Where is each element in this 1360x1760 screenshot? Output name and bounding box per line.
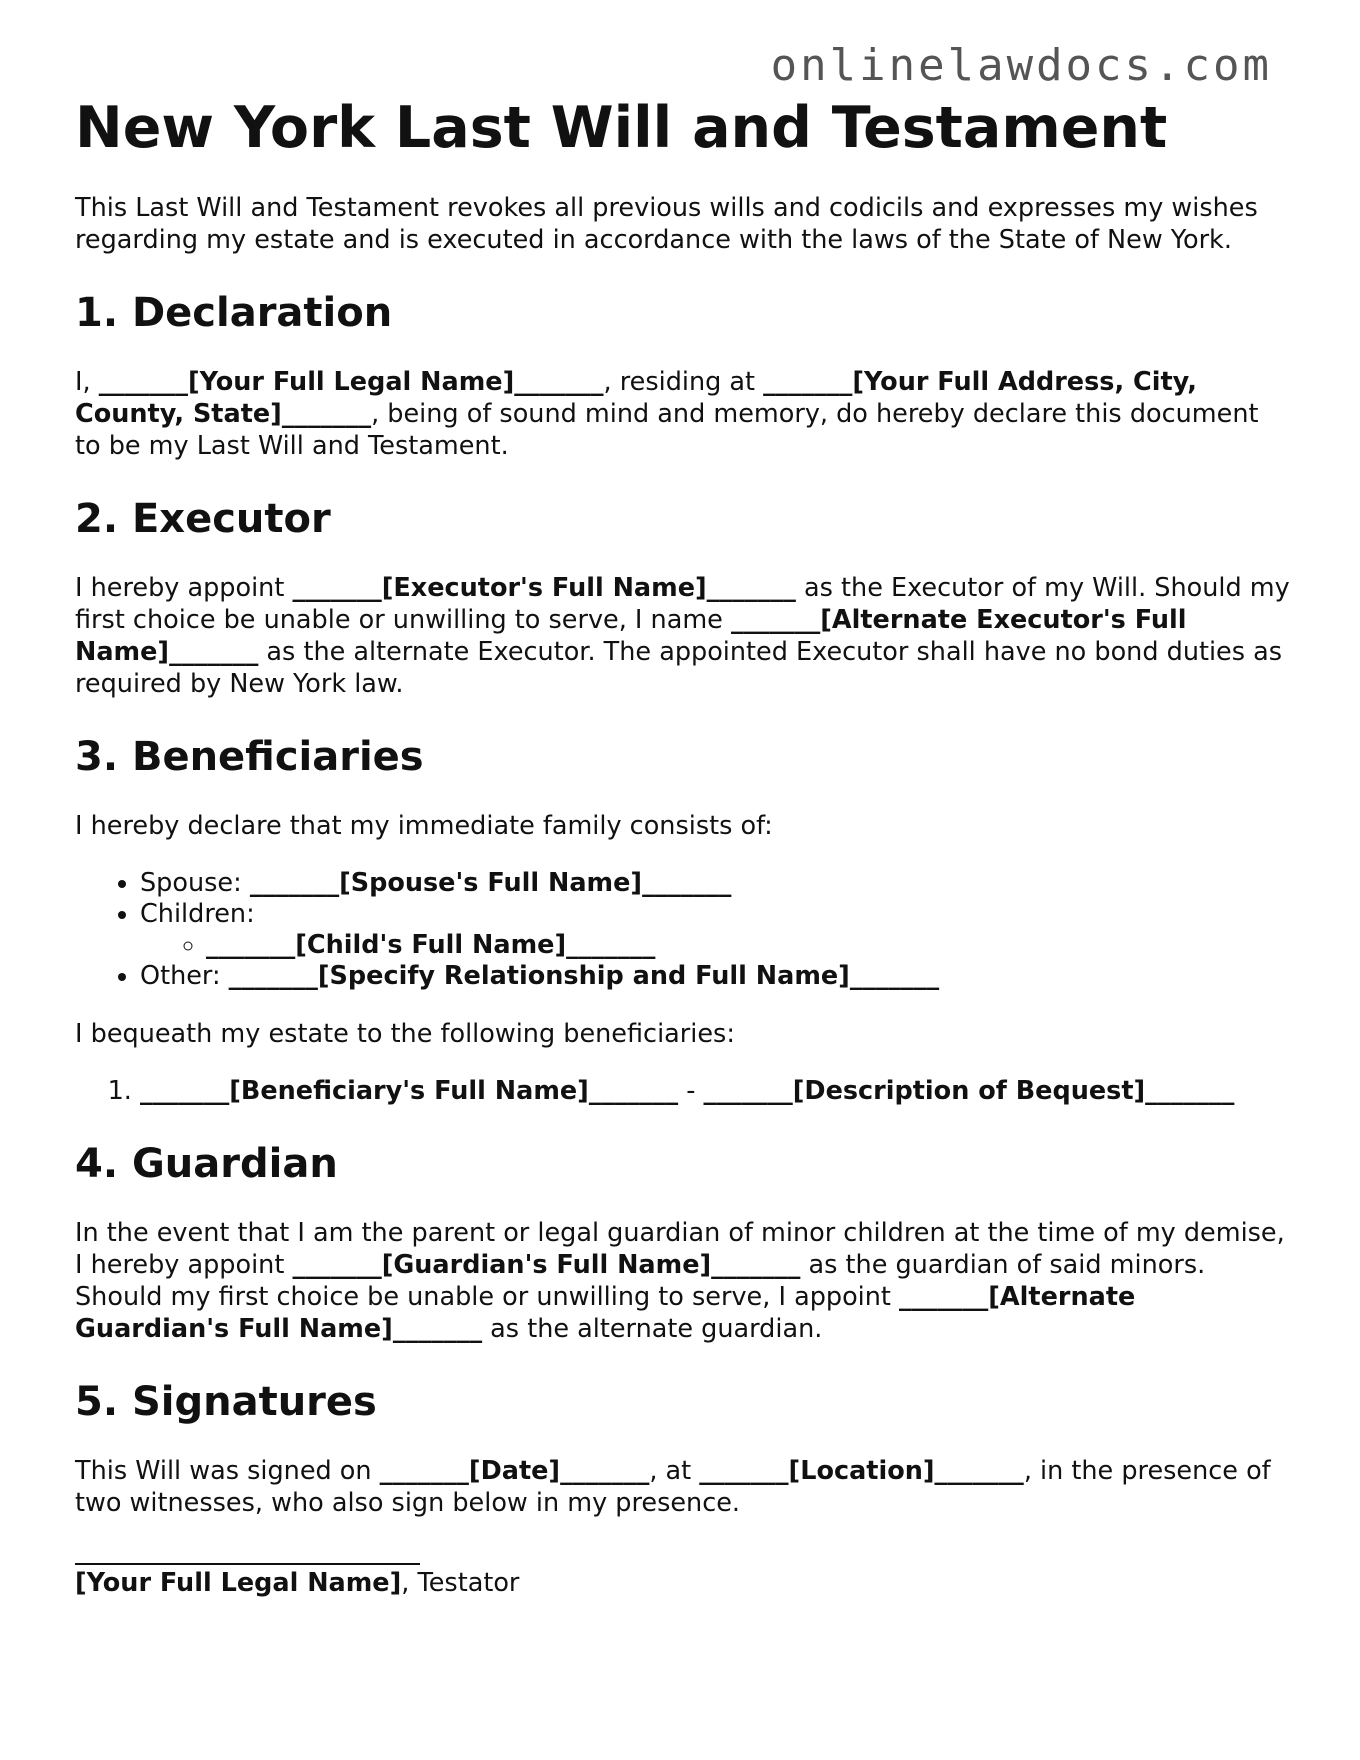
blank-field-guardian-name: _______[Guardian's Full Name]_______ xyxy=(292,1249,801,1280)
testator-signature-line xyxy=(75,1563,420,1565)
text: Children: xyxy=(140,898,255,929)
text: as the alternate Executor. The appointed Executor shall have no bond duties as required by New York law. xyxy=(75,636,1283,699)
declaration-paragraph xyxy=(75,366,1290,462)
children-list xyxy=(140,930,1290,961)
list-item-children xyxy=(140,899,1290,961)
bequest-list xyxy=(75,1076,1290,1107)
executor-paragraph xyxy=(75,572,1290,700)
blank-field-date: _______[Date]_______ xyxy=(379,1455,650,1486)
section-heading-beneficiaries: 3. Beneficiaries xyxy=(75,733,424,780)
section-heading-guardian: 4. Guardian xyxy=(75,1140,338,1187)
list-item-child xyxy=(206,930,1290,961)
text: In the event that I am the parent or legal guardian of minor children at the time of my demise, I hereby appoint xyxy=(75,1217,1285,1280)
list-item-bequest xyxy=(140,1076,1290,1107)
section-heading-signatures: 5. Signatures xyxy=(75,1378,377,1425)
blank-field-other-relationship: _______[Specify Relationship and Full Name]_______ xyxy=(228,960,940,991)
blank-field-spouse-name: _______[Spouse's Full Name]_______ xyxy=(249,867,732,898)
blank-field-child-name: _______[Child's Full Name]_______ xyxy=(206,929,656,960)
text: - xyxy=(678,1075,704,1106)
list-item-other xyxy=(140,961,1290,992)
bequeath-intro: I bequeath my estate to the following beneficiaries: xyxy=(75,1018,735,1049)
text: I hereby appoint xyxy=(75,572,293,603)
blank-field-bequest-description: _______[Description of Bequest]_______ xyxy=(703,1075,1235,1106)
document-page xyxy=(75,96,1290,1625)
text: This Will was signed on xyxy=(75,1455,380,1486)
text: Other: xyxy=(140,960,229,991)
guardian-paragraph xyxy=(75,1217,1290,1345)
blank-field-full-name: _______[Your Full Legal Name]_______ xyxy=(98,366,604,397)
text: , being of sound mind and memory, do hereby declare this document to be my Last Will and Testament. xyxy=(75,398,1259,461)
family-intro: I hereby declare that my immediate family consists of: xyxy=(75,810,773,841)
blank-field-alternate-guardian-name: _______[Alternate Guardian's Full Name]_______ xyxy=(75,1281,1136,1344)
blank-field-alternate-executor-name: _______[Alternate Executor's Full Name]_______ xyxy=(75,604,1187,667)
text: , residing at xyxy=(603,366,764,397)
section-heading-declaration: 1. Declaration xyxy=(75,289,393,336)
text: I, xyxy=(75,366,99,397)
blank-field-beneficiary-name: _______[Beneficiary's Full Name]_______ xyxy=(140,1075,679,1106)
blank-field-location: _______[Location]_______ xyxy=(699,1455,1024,1486)
text: , at xyxy=(649,1455,700,1486)
text: Spouse: xyxy=(140,867,250,898)
testator-name-field: [Your Full Legal Name] xyxy=(75,1567,402,1598)
text: , Testator xyxy=(401,1567,520,1598)
text: , in the presence of two witnesses, who also sign below in my presence. xyxy=(75,1455,1271,1518)
family-list xyxy=(75,868,1290,992)
text: as the alternate guardian. xyxy=(482,1313,823,1344)
testator-caption xyxy=(75,1567,1290,1599)
list-item-spouse xyxy=(140,868,1290,899)
text: as the guardian of said minors. Should my first choice be unable or unwilling to serve, I appoint xyxy=(75,1249,1206,1312)
page-title: New York Last Will and Testament xyxy=(75,95,1168,161)
signatures-paragraph xyxy=(75,1455,1290,1519)
intro-paragraph: This Last Will and Testament revokes all previous wills and codicils and expresses my wishes regarding my estate and is executed in accordance with the laws of the State of New York. xyxy=(75,192,1258,255)
blank-field-executor-name: _______[Executor's Full Name]_______ xyxy=(292,572,796,603)
section-heading-executor: 2. Executor xyxy=(75,495,331,542)
watermark: onlinelawdocs.com xyxy=(770,40,1272,91)
text: as the Executor of my Will. Should my first choice be unable or unwilling to serve, I name xyxy=(75,572,1290,635)
blank-field-address: _______[Your Full Address, City, County, State]_______ xyxy=(75,366,1197,429)
